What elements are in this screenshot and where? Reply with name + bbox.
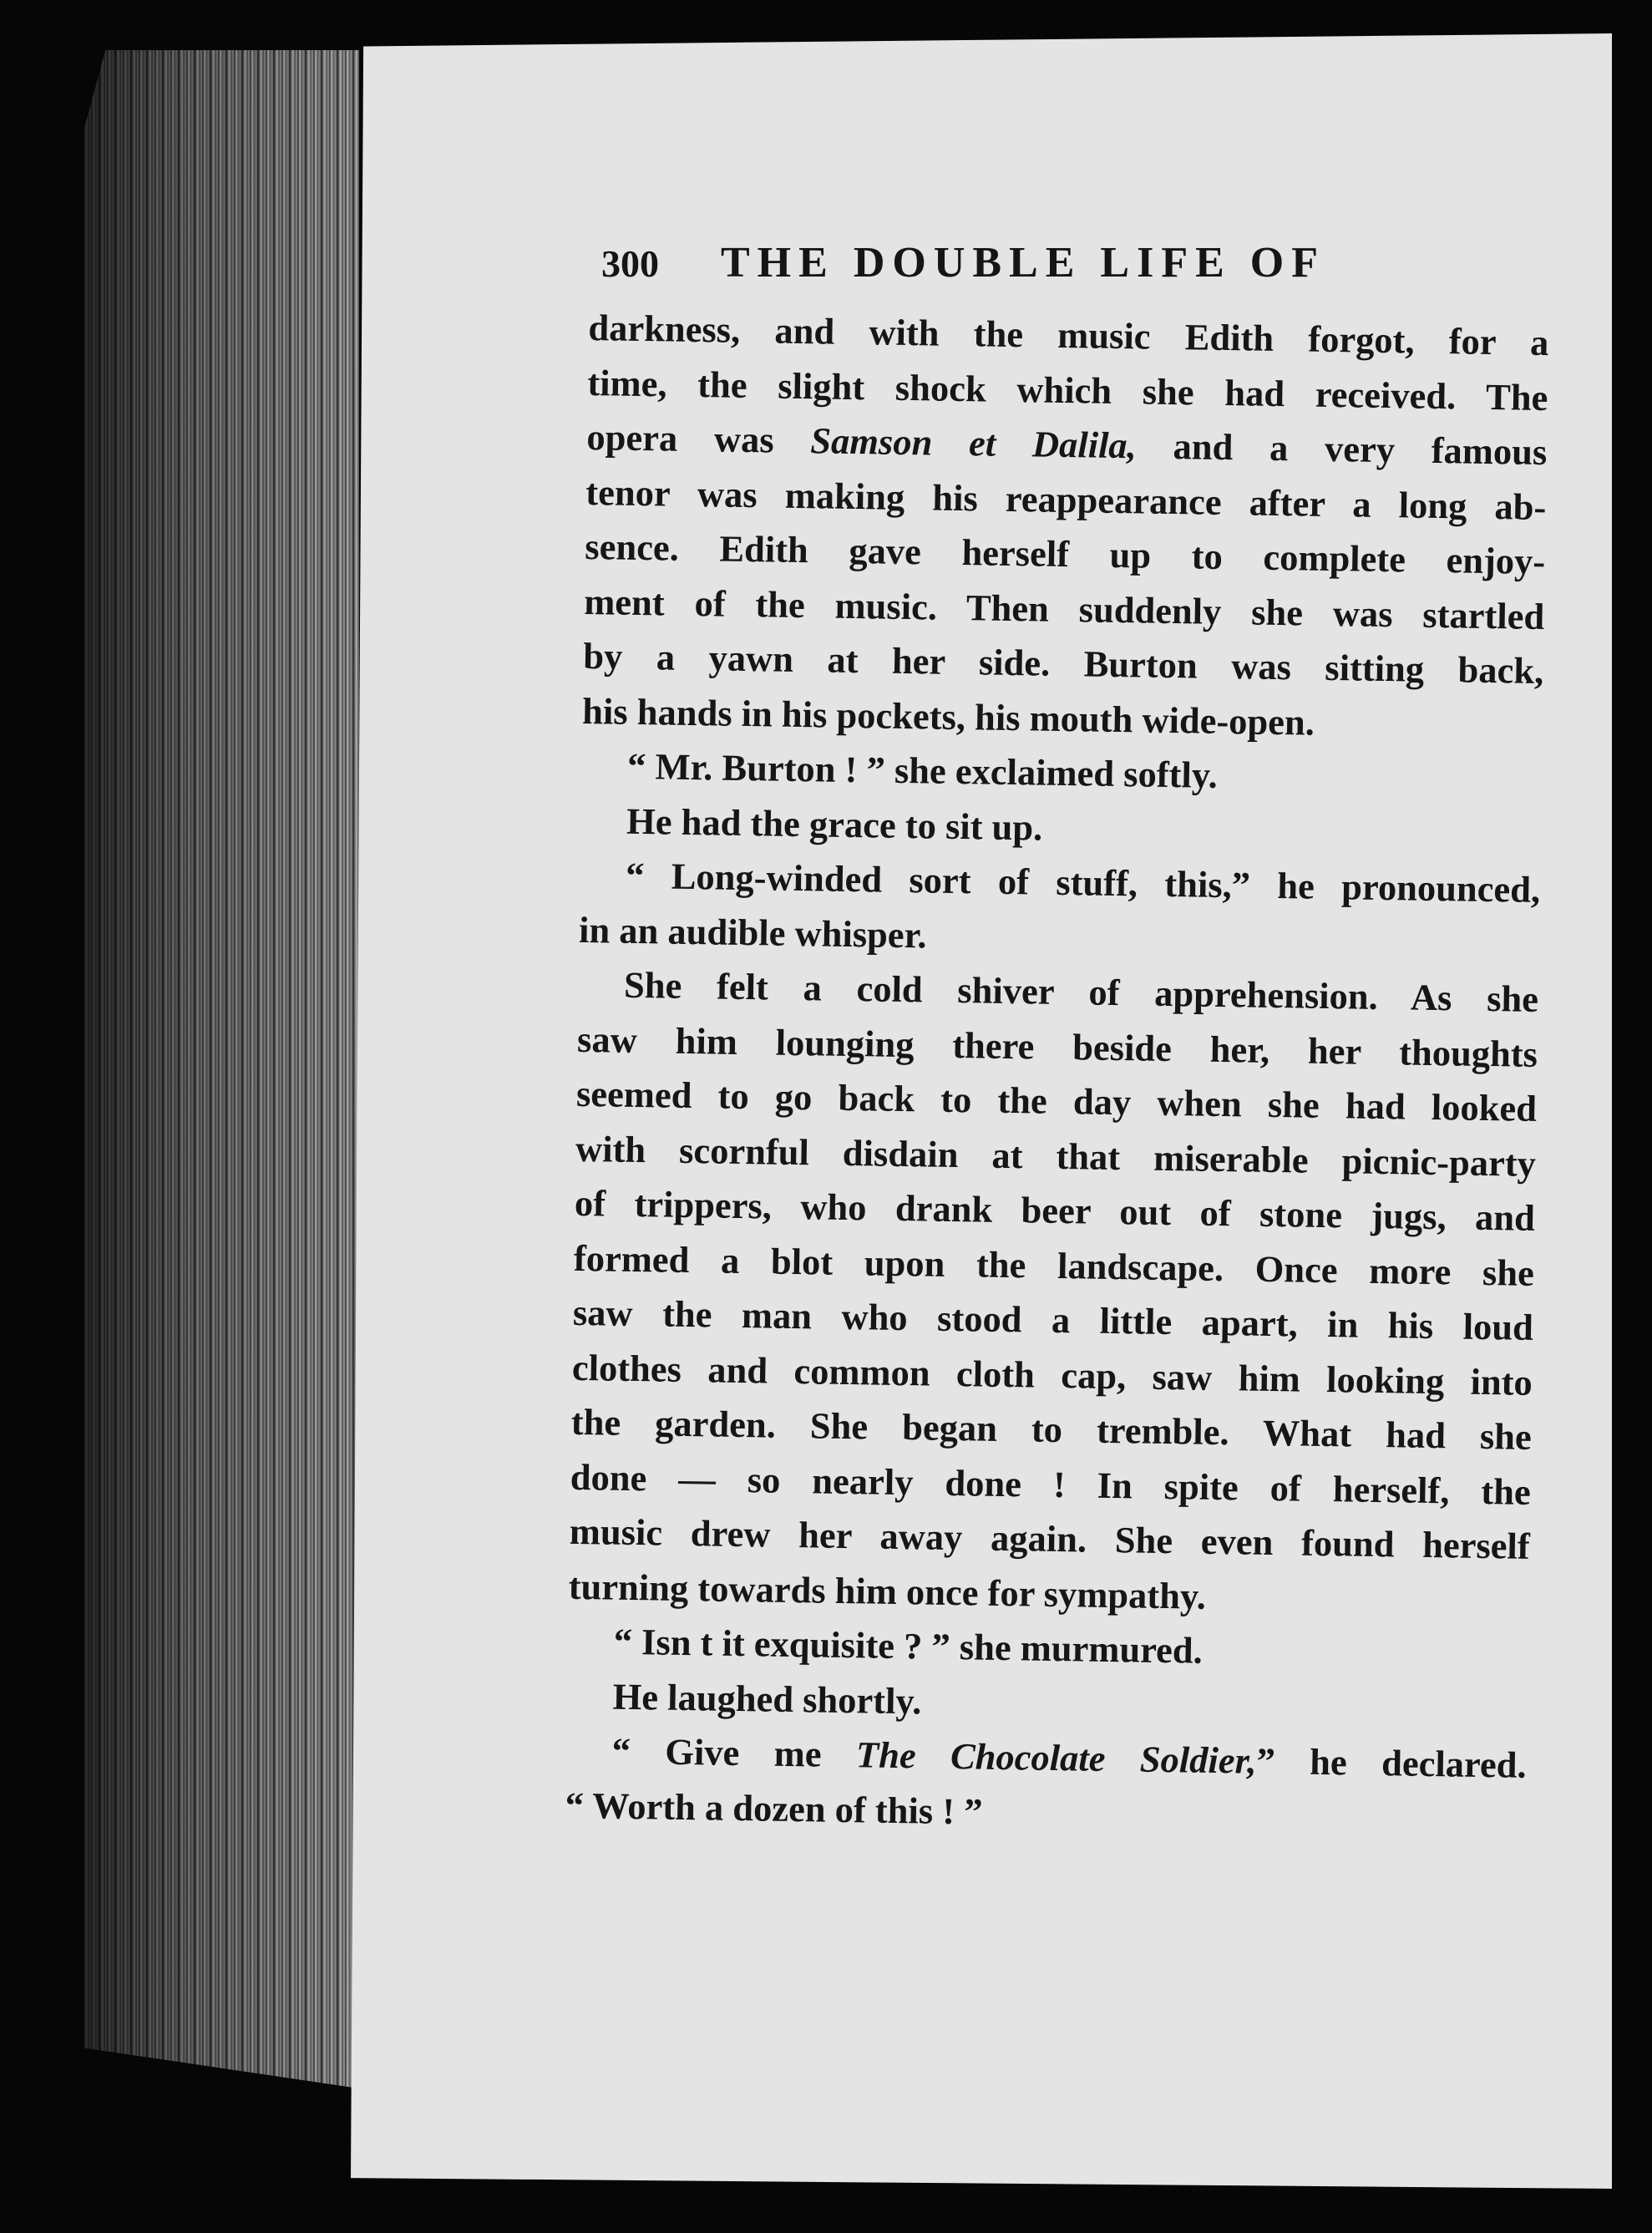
body-text (565, 301, 1549, 1848)
text-line: sence. Edith gave herself up to complete enjoy- (584, 525, 1546, 583)
text-line: with scornful disdain at that miserable picnic-party (575, 1127, 1537, 1185)
text-line: of trippers, who drank beer out of stone jugs, and (574, 1181, 1536, 1239)
text-line: saw the man who stood a little apart, in his loud (572, 1291, 1534, 1348)
text-line: He had the grace to sit up. (626, 799, 1043, 849)
operetta-title: The Chocolate Soldier, (855, 1733, 1258, 1782)
text-line: clothes and common cloth cap, saw him looking into (571, 1346, 1533, 1403)
text-line: “ Isn t it exquisite ? ” she murmured. (613, 1620, 1204, 1672)
text-line: music drew her away again. She even found herself (569, 1510, 1531, 1567)
text-line: the garden. She began to tremble. What had she (570, 1400, 1533, 1458)
text-line: tenor was making his reappearance after a long ab- (585, 470, 1547, 528)
text-line: He laughed shortly. (612, 1675, 922, 1722)
running-title: THE DOUBLE LIFE OF (721, 239, 1325, 287)
text-line: done — so nearly done ! In spite of herself, the (570, 1455, 1532, 1513)
text-line: time, the slight shock which she had received. The (587, 361, 1548, 419)
text-line: by a yawn at her side. Burton was sitting back, (582, 634, 1544, 693)
text-line: “ Worth a dozen of this ! ” (565, 1784, 983, 1833)
text-line: “ Mr. Burton ! ” she exclaimed softly. (626, 744, 1219, 796)
text-line: formed a blot upon the landscape. Once more she (573, 1236, 1535, 1294)
text-line: seemed to go back to the day when she had looked (575, 1072, 1538, 1129)
text-line: in an audible whisper. (578, 908, 927, 956)
text-line: “ Long-winded sort of stuff, this,” he pronounced, (625, 854, 1541, 911)
text-line: She felt a cold shiver of apprehension. As she (623, 963, 1539, 1020)
text-line: ment of the music. Then suddenly she was startled (583, 580, 1545, 637)
text-line: opera was Samson et Dalila, and a very famous (586, 415, 1548, 474)
text-line: darkness, and with the music Edith forgot, for a (588, 306, 1549, 364)
opera-title: Samson et Dalila, (810, 419, 1138, 467)
text-line: turning towards him once for sympathy. (568, 1565, 1207, 1617)
text-line: saw him lounging there beside her, her thoughts (576, 1018, 1538, 1075)
running-head (601, 238, 1437, 297)
page-number: 300 (601, 242, 659, 285)
text-line: his hands in his pockets, his mouth wide-open. (581, 689, 1315, 743)
page-edges-shadow (84, 50, 359, 2088)
text-line: “ Give me The Chocolate Soldier,” he declared. (611, 1729, 1527, 1786)
